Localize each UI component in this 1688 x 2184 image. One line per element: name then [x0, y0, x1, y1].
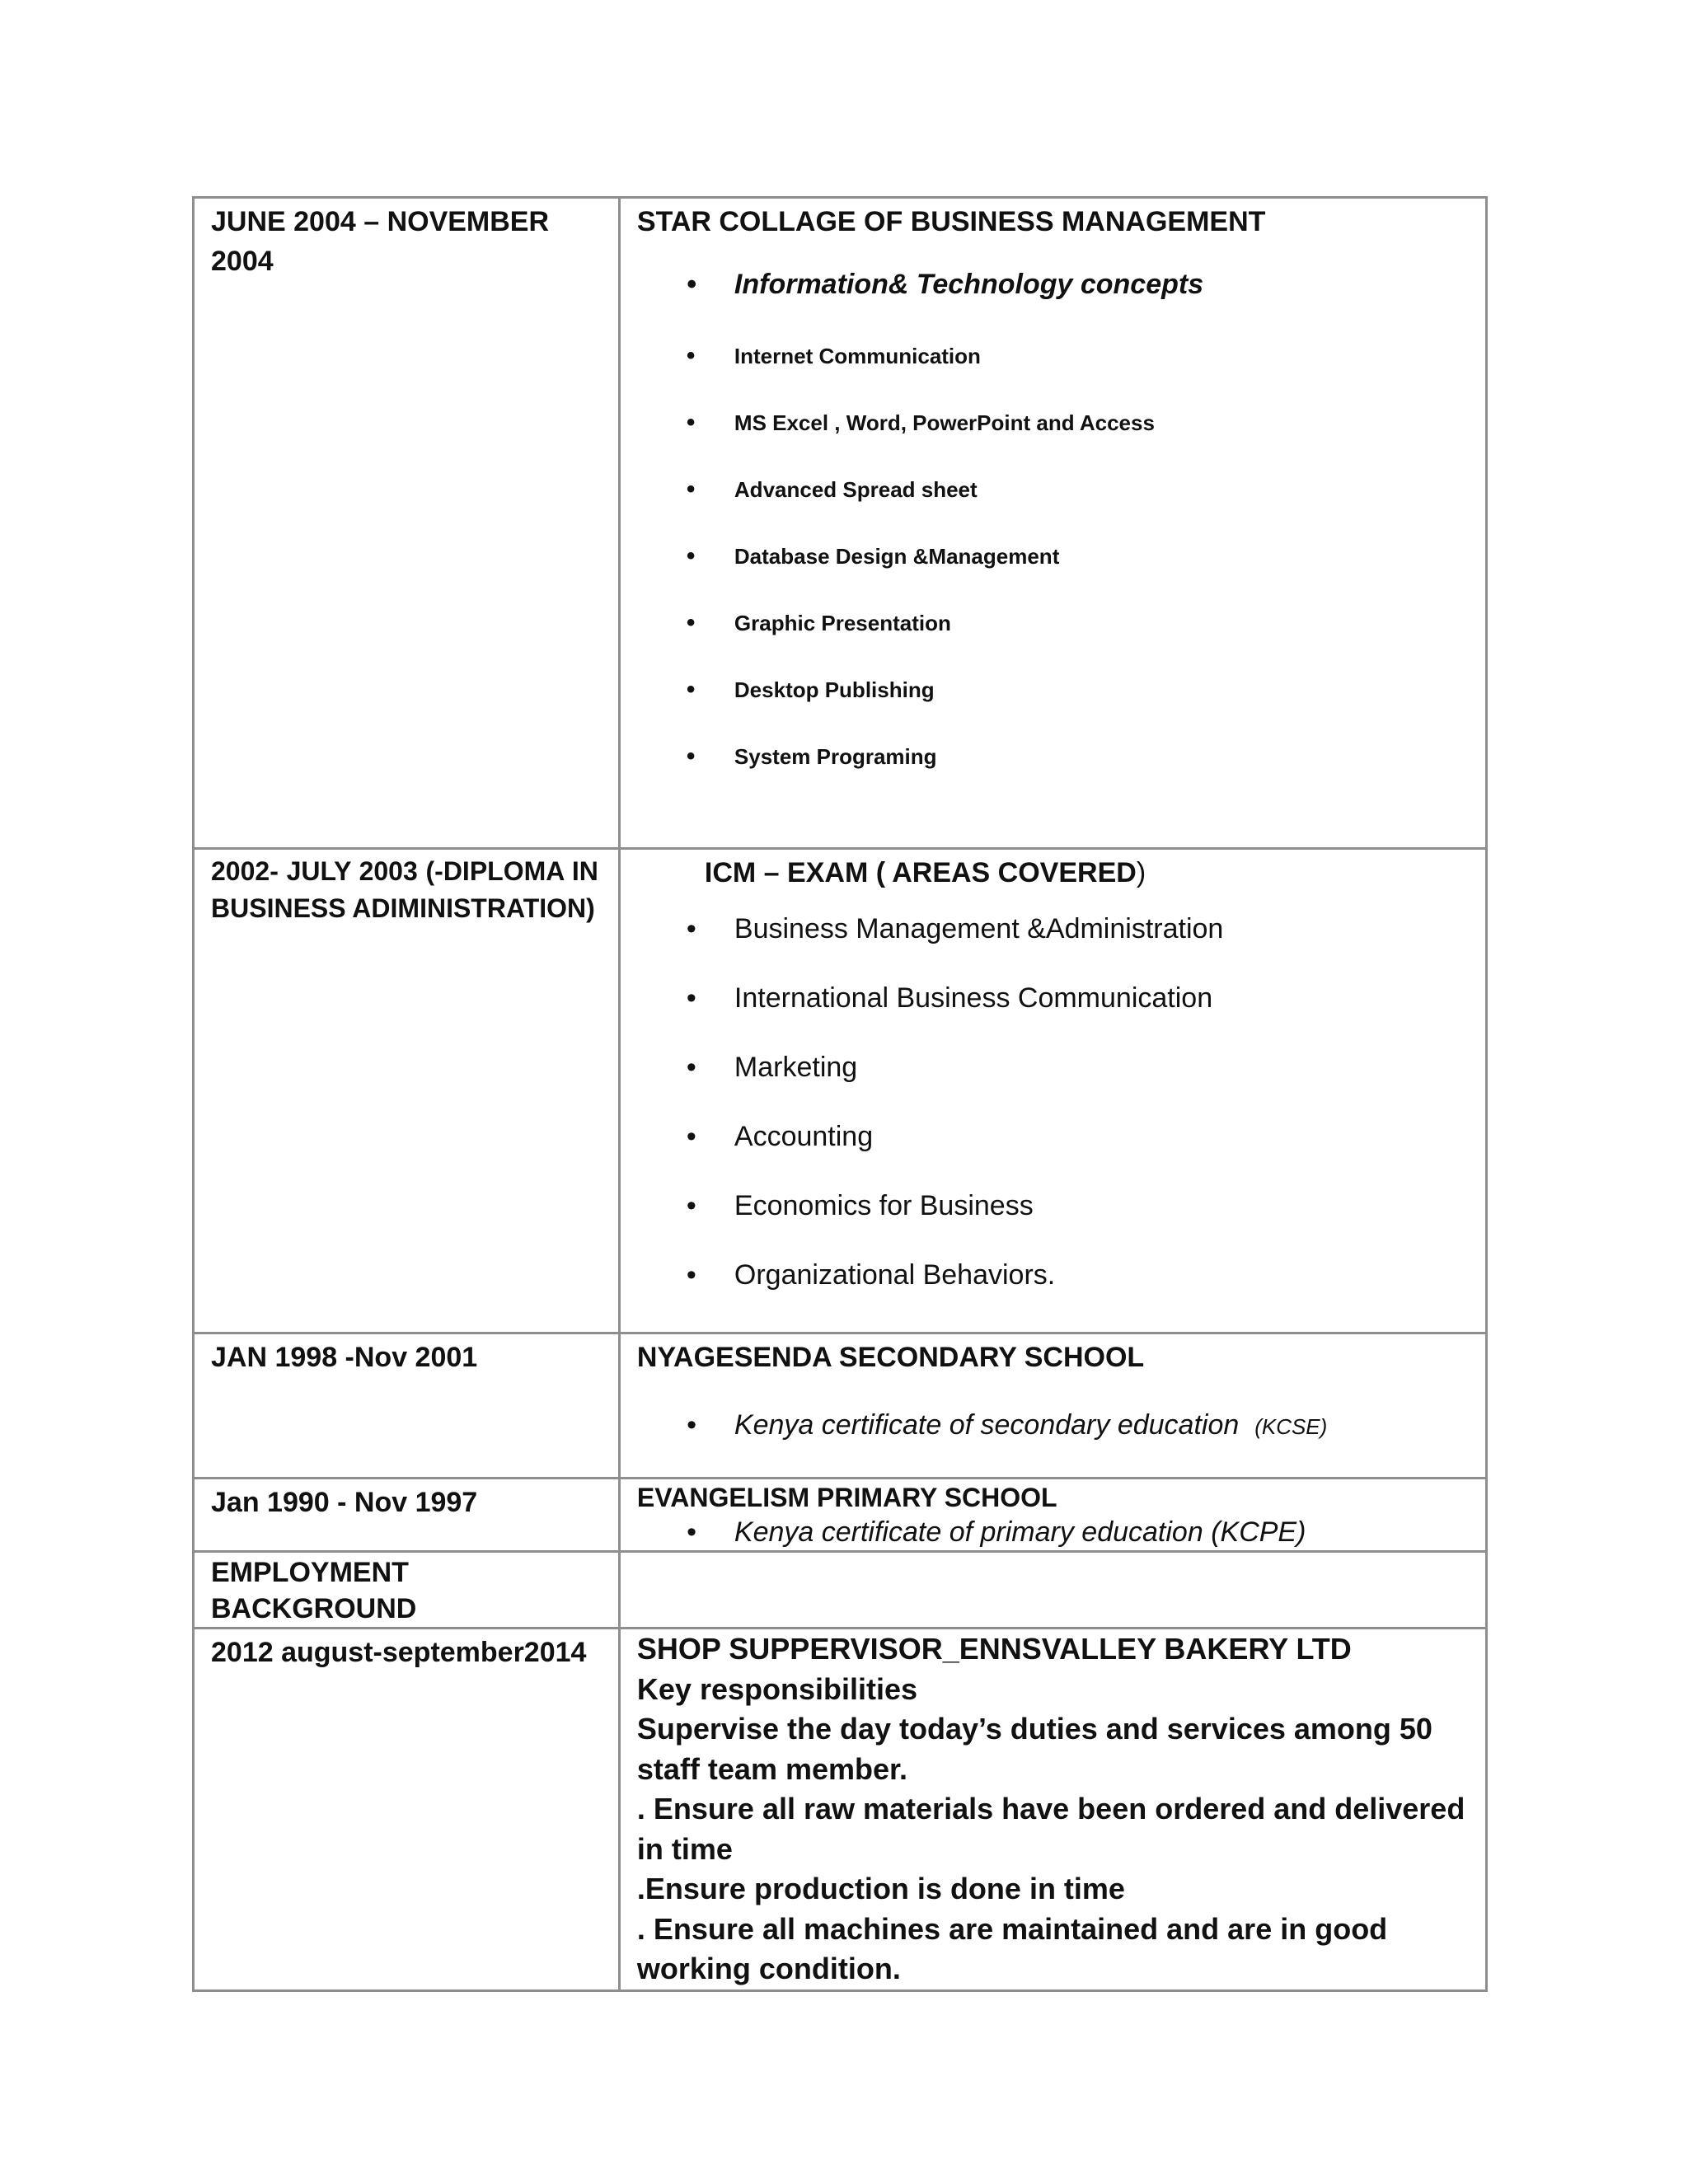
list-item-label: Advanced Spread sheet: [734, 477, 978, 502]
section-heading-bold: ICM – EXAM ( AREAS COVERED: [704, 857, 1137, 888]
list-item: [637, 675, 1485, 705]
employment-heading: EMPLOYMENT BACKGROUND: [211, 1557, 417, 1624]
responsibility-line: . Ensure all raw materials have been ordered and delivered in time: [636, 1792, 1465, 1866]
list-item: [637, 909, 1485, 949]
period-text: JAN 1998 -Nov 2001: [211, 1342, 478, 1373]
list-item-label: Economics for Business: [734, 1190, 1034, 1221]
list-item-label: Desktop Publishing: [734, 677, 935, 702]
section-heading-tail: ): [1136, 857, 1146, 888]
list-item: [637, 341, 1485, 371]
institution-name: EVANGELISM PRIMARY SCHOOL: [636, 1483, 1057, 1512]
period-cell: [194, 849, 620, 1333]
qualification-list: [637, 1405, 1485, 1446]
list-item-label: Information& Technology concepts: [734, 269, 1204, 300]
education-row-primary: [194, 1479, 1487, 1552]
period-cell: [194, 198, 620, 849]
course-list: [637, 265, 1485, 771]
list-item-label: Accounting: [734, 1121, 874, 1152]
employment-row: [194, 1629, 1487, 1991]
list-item-label: Organizational Behaviors.: [734, 1259, 1056, 1291]
education-row-secondary: [194, 1333, 1487, 1479]
bullet-icon: •: [686, 269, 696, 300]
details-cell: [619, 1333, 1486, 1479]
list-item: [637, 1186, 1485, 1226]
bullet-icon: •: [686, 913, 696, 944]
bullet-icon: •: [686, 342, 696, 369]
list-item: [637, 1514, 1485, 1550]
job-title: SHOP SUPPERVISOR_ENNSVALLEY BAKERY LTD: [636, 1632, 1352, 1666]
responsibility-line: Supervise the day today’s duties and services among 50 staff team member.: [636, 1712, 1432, 1786]
section-heading: [637, 853, 1485, 893]
list-item-label: Database Design &Management: [734, 544, 1060, 569]
employment-heading-row: [194, 1552, 1487, 1629]
list-item-label: Graphic Presentation: [734, 611, 951, 635]
responsibilities-heading: Key responsibilities: [636, 1671, 918, 1706]
qualification-list: [637, 1514, 1485, 1550]
period-text: 2002- JULY 2003 (-DIPLOMA IN BUSINESS ADIMINISTRATION): [211, 856, 598, 923]
list-item: [637, 978, 1485, 1018]
bullet-icon: •: [686, 676, 696, 703]
education-row-diploma: [194, 849, 1487, 1333]
institution-name: STAR COLLAGE OF BUSINESS MANAGEMENT: [636, 206, 1266, 237]
responsibility-line: .Ensure production is done in time: [636, 1872, 1125, 1905]
list-item: [637, 608, 1485, 638]
section-heading-cell: [194, 1552, 620, 1629]
list-item-label: Kenya certificate of secondary education: [734, 1409, 1240, 1441]
bullet-icon: •: [686, 609, 696, 636]
list-item-label: Internet Communication: [734, 344, 981, 368]
responsibility-line: . Ensure all machines are maintained and are in good working condition.: [636, 1911, 1388, 1985]
bullet-icon: •: [686, 1052, 696, 1083]
bullet-icon: •: [686, 982, 696, 1014]
bullet-icon: •: [686, 1190, 696, 1221]
period-text: JUNE 2004 – NOVEMBER 2004: [211, 206, 550, 277]
list-item-label: MS Excel , Word, PowerPoint and Access: [734, 410, 1155, 435]
list-item-label: Business Management &Administration: [734, 913, 1224, 944]
list-item-label: System Programing: [734, 744, 937, 769]
bullet-icon: •: [686, 1121, 696, 1152]
bullet-icon: •: [686, 409, 696, 436]
bullet-icon: •: [686, 1409, 696, 1441]
institution-name: NYAGESENDA SECONDARY SCHOOL: [636, 1342, 1145, 1373]
list-item-label: Marketing: [734, 1052, 858, 1083]
bullet-icon: •: [686, 1259, 696, 1291]
list-item: [637, 265, 1485, 304]
period-cell: [194, 1629, 620, 1991]
period-cell: [194, 1479, 620, 1552]
list-item: [637, 1047, 1485, 1087]
period-text: Jan 1990 - Nov 1997: [211, 1487, 478, 1518]
list-item: [637, 742, 1485, 771]
bullet-icon: •: [686, 1516, 696, 1548]
list-item: [637, 475, 1485, 504]
bullet-icon: •: [686, 743, 696, 770]
details-cell: [619, 1479, 1486, 1552]
bullet-icon: •: [686, 542, 696, 569]
list-item: [637, 541, 1485, 571]
cv-table: [192, 196, 1488, 1992]
details-cell: [619, 849, 1486, 1333]
list-item: [637, 1255, 1485, 1295]
education-row-star-college: [194, 198, 1487, 849]
details-cell: [619, 198, 1486, 849]
period-text: 2012 august-september2014: [211, 1637, 587, 1668]
list-item-abbr: (KCSE): [1254, 1414, 1328, 1439]
list-item: [637, 1405, 1485, 1446]
period-cell: [194, 1333, 620, 1479]
list-item-label: International Business Communication: [734, 982, 1213, 1014]
bullet-icon: •: [686, 476, 696, 503]
list-item-label: Kenya certificate of primary education (KCPE): [734, 1516, 1306, 1548]
list-item: [637, 408, 1485, 438]
details-cell: [619, 1629, 1486, 1991]
areas-list: [637, 909, 1485, 1295]
empty-cell: [619, 1552, 1486, 1629]
list-item: [637, 1117, 1485, 1156]
